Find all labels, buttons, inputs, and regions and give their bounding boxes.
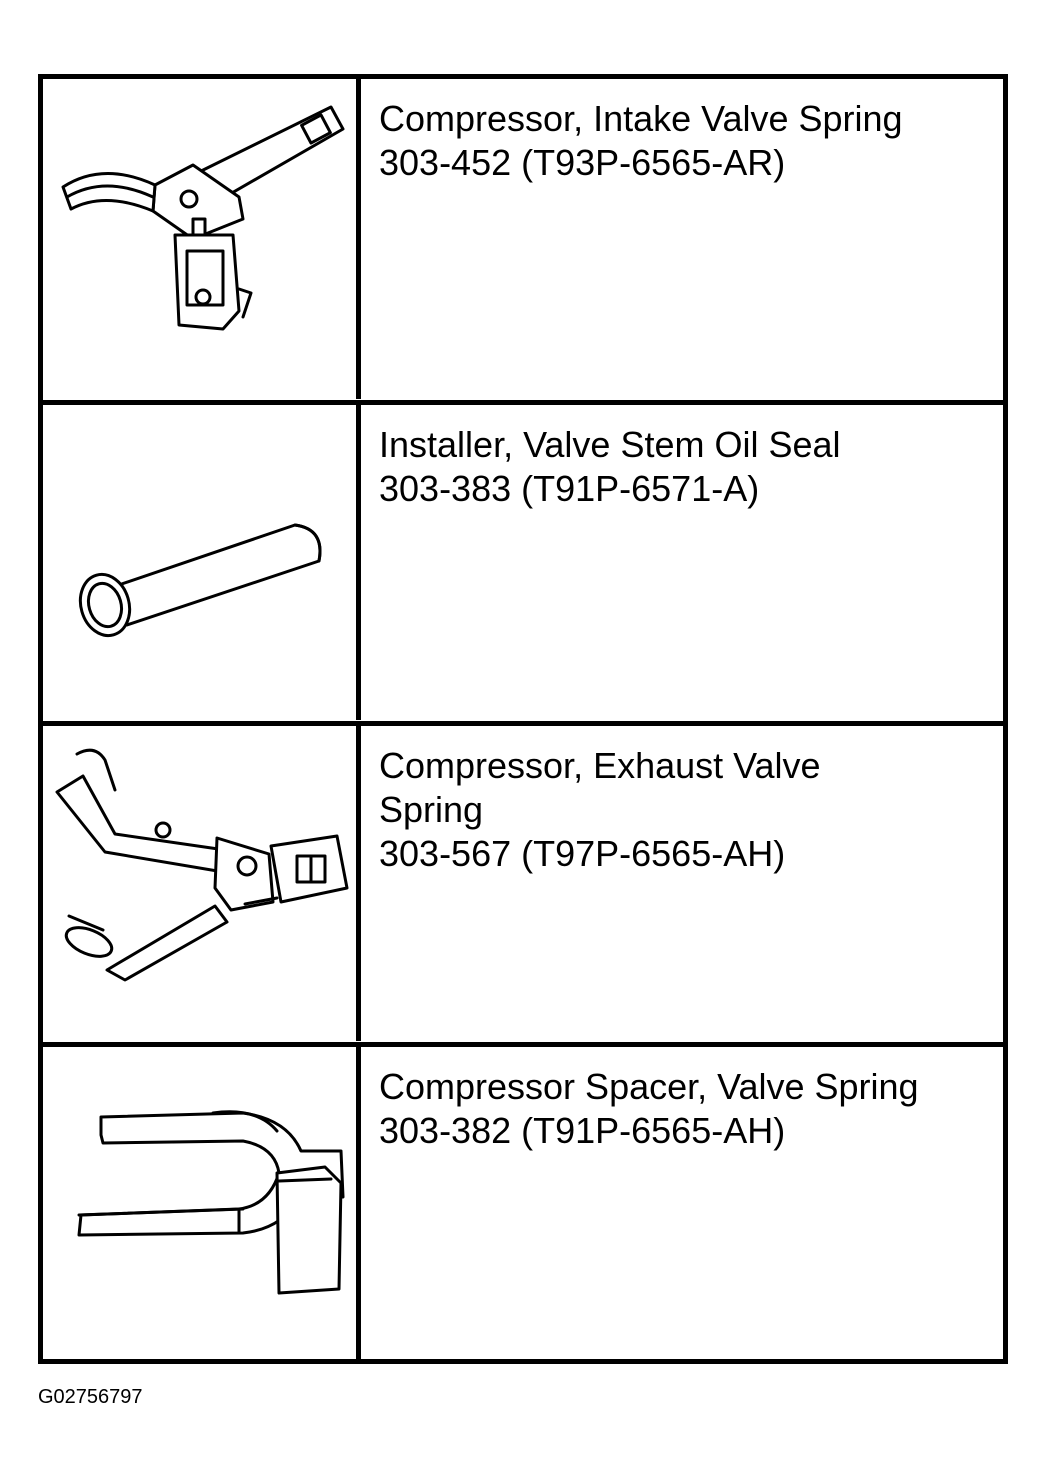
- valve-stem-oil-seal-installer-icon: [43, 405, 361, 725]
- tool-part-number: 303-383 (T91P-6571-A): [379, 468, 760, 509]
- tool-description: [379, 1065, 989, 1153]
- exhaust-valve-spring-compressor-icon: [43, 726, 361, 1046]
- tool-name-line: Compressor, Intake Valve Spring: [379, 98, 903, 139]
- tool-row: [43, 721, 1003, 1041]
- tool-row: [43, 79, 1003, 399]
- valve-spring-compressor-spacer-icon: [43, 1047, 361, 1367]
- intake-valve-spring-compressor-icon: [43, 79, 361, 399]
- tool-row: [43, 400, 1003, 720]
- tool-description: [379, 423, 989, 511]
- tool-part-number: 303-452 (T93P-6565-AR): [379, 142, 786, 183]
- tool-name-line: Installer, Valve Stem Oil Seal: [379, 424, 841, 465]
- tool-description: [379, 97, 989, 185]
- tool-row: [43, 1042, 1003, 1362]
- tool-part-number: 303-567 (T97P-6565-AH): [379, 833, 786, 874]
- figure-id: G02756797: [38, 1386, 143, 1408]
- tool-name-line: Spring: [379, 789, 484, 830]
- tool-image-cell: [43, 405, 361, 720]
- tool-part-number: 303-382 (T91P-6565-AH): [379, 1110, 786, 1151]
- tool-description: [379, 744, 989, 876]
- tool-name-line: Compressor Spacer, Valve Spring: [379, 1066, 919, 1107]
- tool-image-cell: [43, 726, 361, 1041]
- special-tools-table: [38, 74, 1008, 1364]
- tool-image-cell: [43, 79, 361, 399]
- tool-name-line: Compressor, Exhaust Valve: [379, 745, 821, 786]
- tool-image-cell: [43, 1047, 361, 1362]
